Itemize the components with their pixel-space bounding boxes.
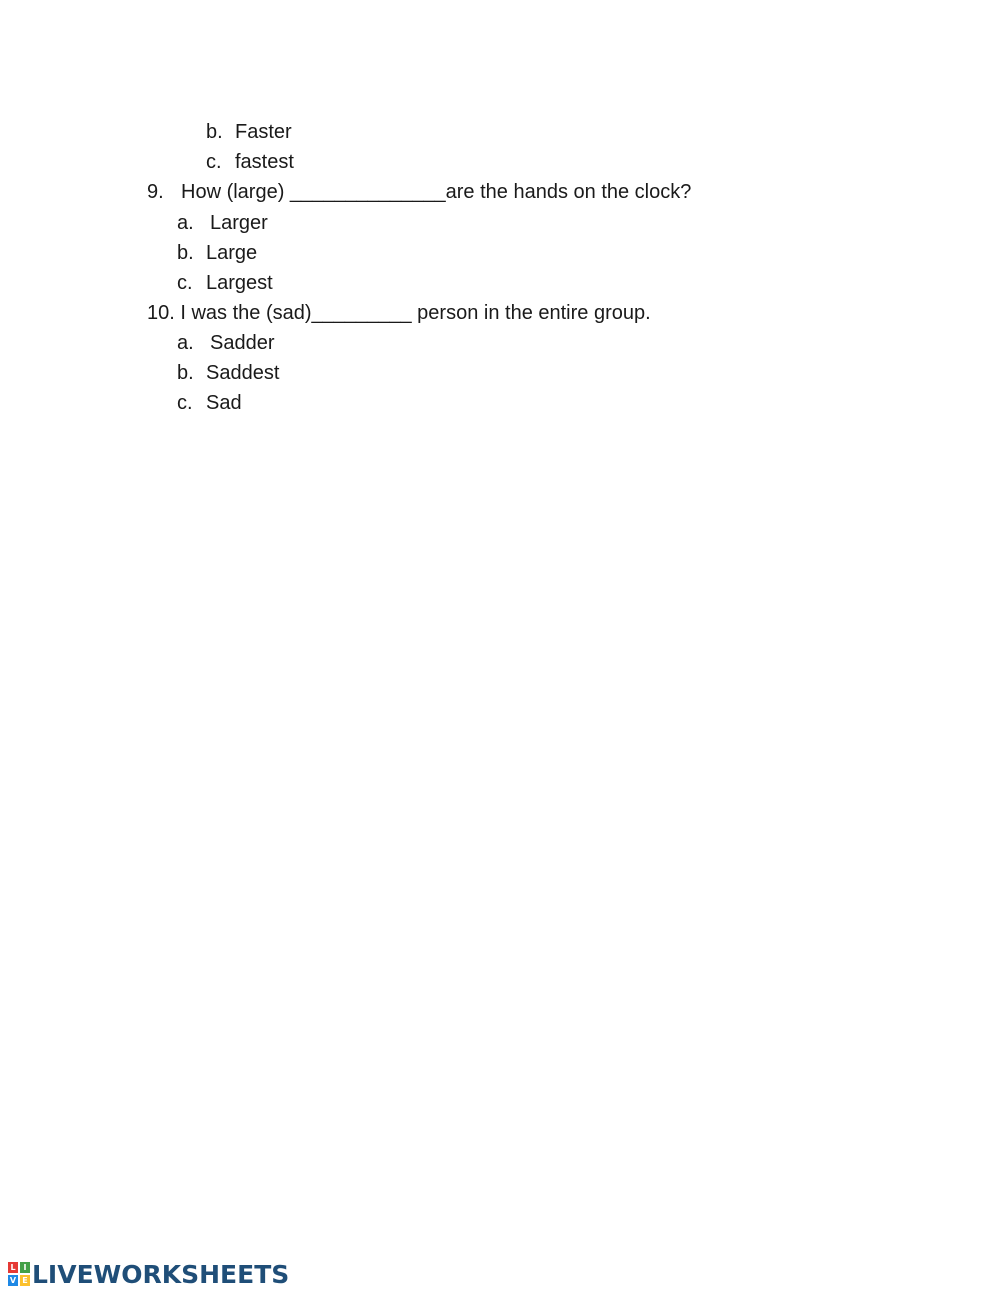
- option-marker: a.: [177, 332, 194, 354]
- question-10-text: 10. I was the (sad)_________ person in the entire group.: [147, 302, 651, 324]
- logo-letter-l: L: [8, 1262, 18, 1273]
- option-largest: Largest: [206, 272, 273, 294]
- liveworksheets-logo: [8, 1259, 289, 1289]
- logo-letter-v: V: [9, 1276, 17, 1285]
- question-9-text: How (large) ______________are the hands on the clock?: [181, 181, 692, 203]
- option-marker: c.: [206, 151, 222, 173]
- logo-text: LIVEWORKSHEETS: [32, 1259, 290, 1289]
- logo-letter-i: I: [20, 1262, 30, 1273]
- logo-letter-e: E: [20, 1275, 30, 1286]
- option-faster: Faster: [235, 121, 292, 143]
- logo-badge-icon: [8, 1262, 30, 1286]
- option-large: Large: [206, 242, 258, 264]
- option-marker: c.: [177, 392, 193, 414]
- question-9-number: 9.: [147, 181, 164, 203]
- option-marker: c.: [177, 272, 193, 294]
- option-marker: a.: [177, 212, 194, 234]
- option-marker: b.: [206, 121, 223, 143]
- option-fastest: fastest: [235, 151, 294, 173]
- option-saddest: Saddest: [206, 362, 280, 384]
- option-marker: b.: [177, 362, 194, 384]
- option-marker: b.: [177, 242, 194, 264]
- option-larger: Larger: [210, 212, 268, 234]
- option-sad: Sad: [206, 392, 242, 414]
- option-sadder: Sadder: [210, 332, 275, 354]
